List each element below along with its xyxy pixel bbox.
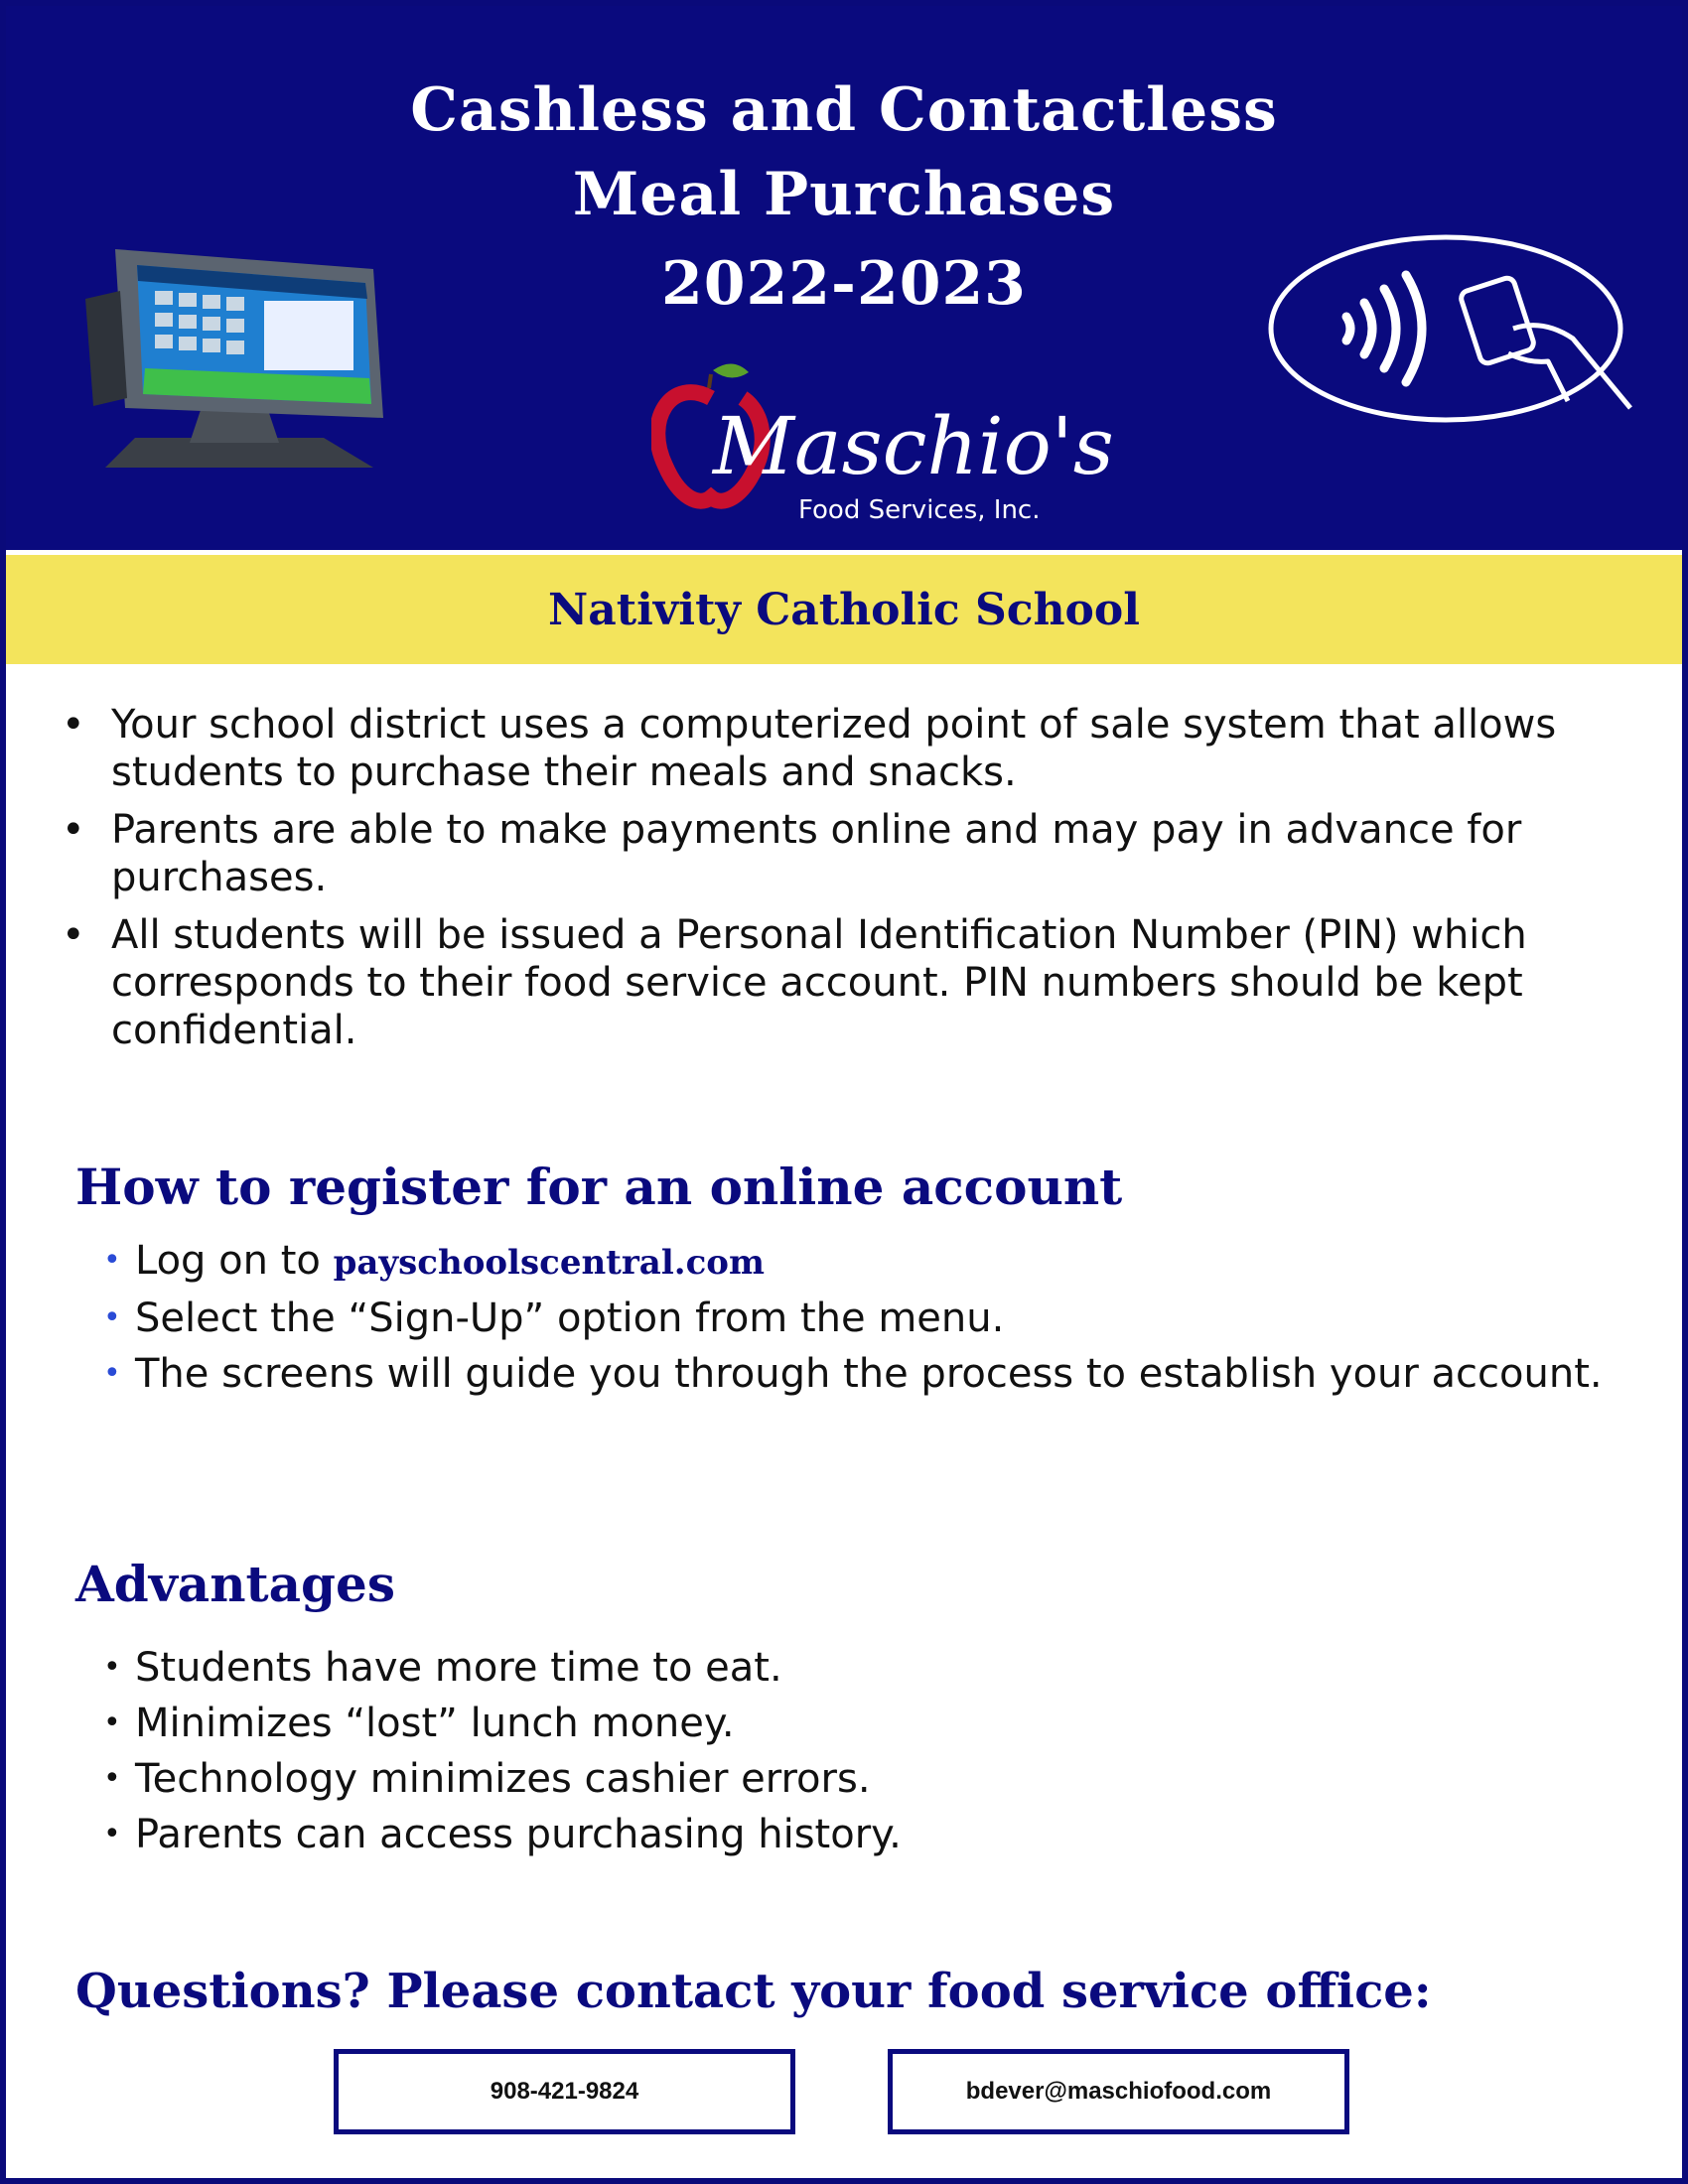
title-line-1: Cashless and Contactless: [410, 75, 1278, 145]
list-item: • Technology minimizes cashier errors.: [103, 1756, 871, 1802]
intro-list: [44, 701, 1642, 1064]
list-item: • Minimizes “lost” lunch money.: [103, 1701, 735, 1746]
list-item: • Parents can access purchasing history.: [103, 1812, 902, 1857]
contactless-payment-icon: [1265, 229, 1632, 428]
register-steps-list: [97, 1237, 1646, 1406]
logo-name: Maschio's: [713, 400, 1114, 492]
email-address[interactable]: bdever@maschiofood.com: [965, 2078, 1272, 2105]
logo-subtitle: Food Services, Inc.: [798, 495, 1041, 525]
title-line-2: Meal Purchases: [572, 160, 1116, 229]
school-name: Nativity Catholic School: [548, 585, 1140, 635]
advantages-heading: Advantages: [75, 1555, 395, 1613]
advantages-list: [97, 1644, 1646, 1866]
list-item: • Log on to payschoolscentral.com: [103, 1238, 765, 1284]
pos-terminal-icon: [75, 229, 413, 478]
list-item: • Students have more time to eat.: [103, 1645, 782, 1691]
phone-box[interactable]: [334, 2049, 795, 2134]
email-box[interactable]: [888, 2049, 1349, 2134]
list-item: • Parents are able to make payments online and may pay in advance for purchases.: [62, 807, 1522, 900]
maschios-logo: [651, 358, 1114, 542]
phone-number[interactable]: 908-421-9824: [490, 2078, 639, 2105]
list-item: • All students will be issued a Personal Identification Number (PIN) which corresponds to their food service account. PIN numbers should be kept confidential.: [62, 912, 1527, 1053]
title-year: 2022-2023: [661, 249, 1027, 319]
register-heading: How to register for an online account: [75, 1158, 1123, 1216]
school-band: [6, 555, 1682, 664]
list-item: • Select the “Sign-Up” option from the menu.: [103, 1296, 1005, 1341]
list-item: • The screens will guide you through the process to establish your account.: [103, 1351, 1603, 1397]
header-banner: [6, 6, 1682, 550]
payschoolscentral-link[interactable]: payschoolscentral.com: [333, 1243, 765, 1283]
contact-heading: Questions? Please contact your food service office:: [75, 1964, 1432, 2019]
list-item: • Your school district uses a computerized point of sale system that allows students to purchase their meals and snacks.: [62, 702, 1557, 795]
